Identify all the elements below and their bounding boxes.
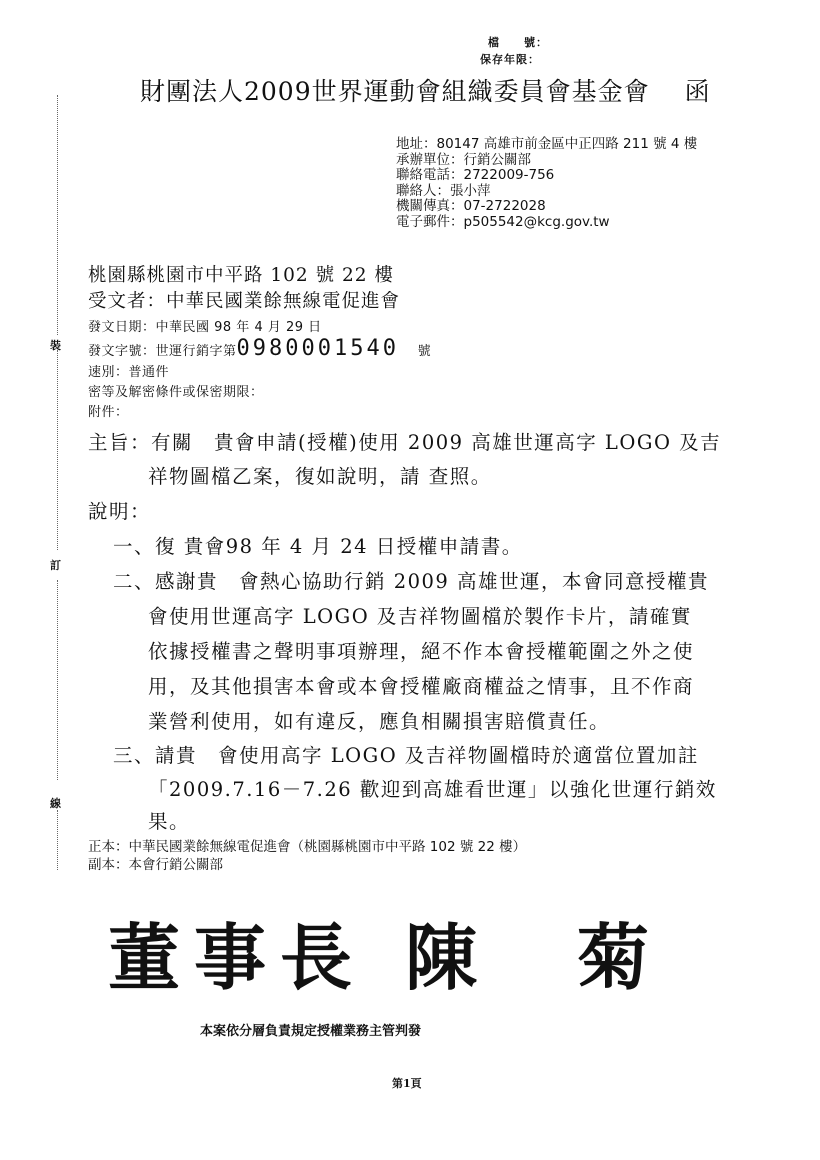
contact-fax: 機關傳真：07-2722028: [396, 198, 546, 214]
authorization-note: 本案依分層負責規定授權業務主管判發: [200, 1024, 422, 1039]
subject-line: 祥物圖檔乙案，復如說明，請 查照。: [148, 465, 492, 488]
recipient-address: 桃園縣桃園市中平路 102 號 22 樓: [88, 265, 394, 286]
subject-line: 主旨：有關 貴會申請(授權)使用 2009 高雄世運高字 LOGO 及吉: [88, 431, 722, 454]
document-number-value: 0980001540: [236, 336, 399, 361]
contact-phone: 聯絡電話：2722009-756: [396, 167, 555, 183]
explanation-label: 說明：: [88, 500, 152, 523]
explanation-item-2-cont: 用，及其他損害本會或本會授權廠商權益之情事，且不作商: [148, 675, 695, 698]
document-number-prefix: 發文字號：世運行銷字第: [88, 344, 237, 359]
document-number-suffix: 號: [417, 344, 432, 359]
explanation-item-2-cont: 會使用世運高字 LOGO 及吉祥物圖檔於製作卡片，請確實: [148, 605, 692, 628]
contact-address: 地址：80147 高雄市前金區中正四路 211 號 4 樓: [396, 136, 698, 152]
contact-department: 承辦單位：行銷公關部: [396, 151, 531, 168]
binding-line: [57, 350, 58, 550]
explanation-item-3-cont: 果。: [148, 810, 191, 833]
binding-mark-ding: 訂: [50, 559, 61, 572]
contact-person: 聯絡人：張小萍: [396, 182, 491, 199]
recipient: 受文者：中華民國業餘無線電促進會: [88, 291, 401, 312]
binding-line: [57, 95, 58, 335]
copy-recipient: 副本：本會行銷公關部: [88, 857, 223, 873]
issue-date: 發文日期：中華民國 98 年 4 月 29 日: [88, 320, 322, 335]
page-number: 第1頁: [392, 1077, 422, 1090]
binding-line: [57, 580, 58, 780]
explanation-item-2-cont: 業營利使用，如有違反，應負相關損害賠償責任。: [148, 710, 611, 733]
binding-mark-xian: 線: [50, 797, 61, 810]
explanation-item-3-cont: 「2009.7.16－7.26 歡迎到高雄看世運」以強化世運行銷效: [148, 778, 717, 801]
original-recipient: 正本：中華民國業餘無線電促進會（桃園縣桃園市中平路 102 號 22 樓）: [88, 839, 527, 855]
explanation-item-3: 三、請貴 會使用高字 LOGO 及吉祥物圖檔時於適當位置加註: [113, 744, 699, 767]
document-title: 財團法人2009世界運動會組織委員會基金會 函: [140, 77, 711, 106]
speed-category: 速別：普通件: [88, 365, 170, 380]
document-number: [88, 336, 431, 361]
binding-line: [57, 810, 58, 870]
retention-label: 保存年限：: [480, 53, 540, 66]
archive-number-label: 檔 號：: [488, 36, 548, 49]
explanation-item-1: 一、復 貴會98 年 4 月 24 日授權申請書。: [113, 535, 523, 558]
contact-block: [396, 137, 697, 230]
signature-chairman: 董事長 陳 菊: [108, 915, 664, 1000]
security-level: 密等及解密條件或保密期限：: [88, 385, 264, 400]
binding-mark-zhuang: 裝: [50, 339, 61, 352]
explanation-item-2: 二、感謝貴 會熱心協助行銷 2009 高雄世運，本會同意授權貴: [113, 570, 710, 593]
contact-email: 電子郵件：p505542@kcg.gov.tw: [396, 213, 610, 230]
explanation-item-2-cont: 依據授權書之聲明事項辦理，絕不作本會授權範圍之外之使: [148, 640, 695, 663]
attachment-label: 附件：: [88, 405, 129, 420]
